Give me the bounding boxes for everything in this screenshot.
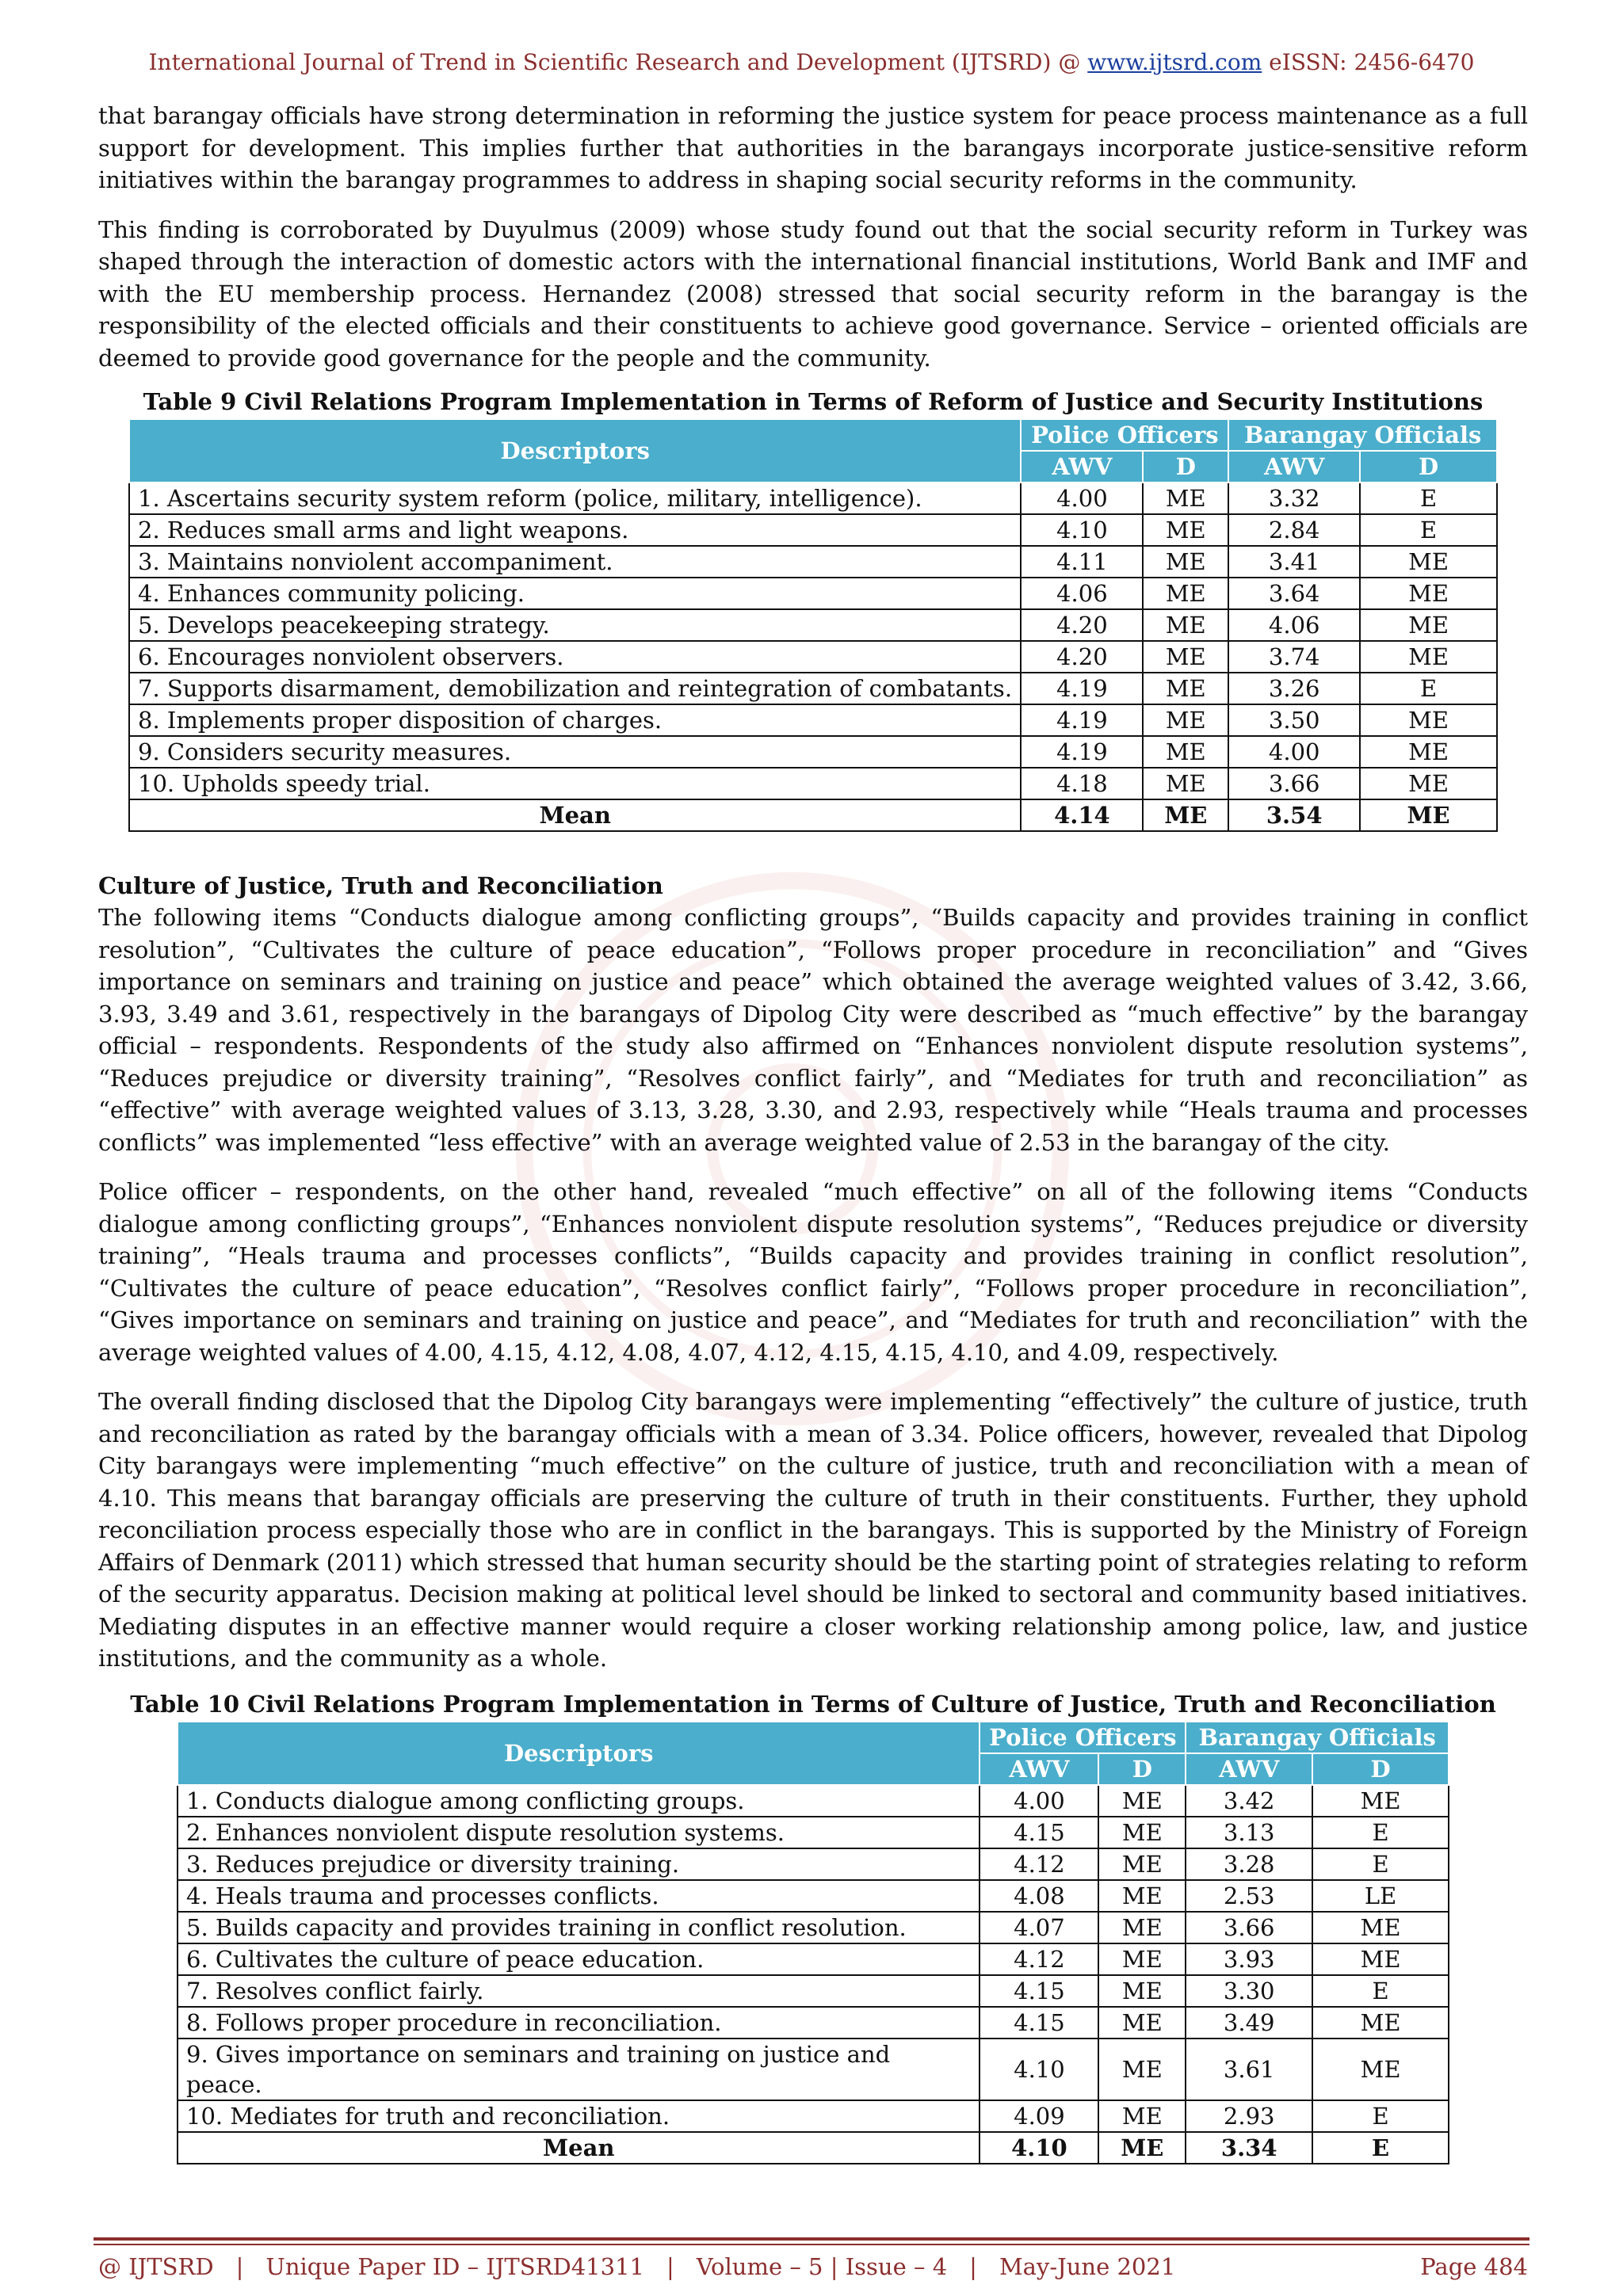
barangay-awv-mean: 3.34 bbox=[1186, 2132, 1312, 2164]
police-d-cell: ME bbox=[1098, 2100, 1186, 2132]
police-awv-mean: 4.14 bbox=[1021, 799, 1143, 831]
barangay-d-cell: E bbox=[1312, 2100, 1449, 2132]
descriptor-cell: 5. Develops peacekeeping strategy. bbox=[129, 609, 1021, 641]
descriptor-cell: 2. Reduces small arms and light weapons. bbox=[129, 514, 1021, 546]
police-awv-cell: 4.15 bbox=[980, 1975, 1098, 2007]
table-row bbox=[129, 673, 1497, 704]
barangay-d-cell: ME bbox=[1312, 1912, 1449, 1943]
barangay-awv-cell: 3.61 bbox=[1186, 2039, 1312, 2100]
header-barangay-officials: Barangay Officials bbox=[1186, 1722, 1449, 1753]
police-d-cell: ME bbox=[1098, 1975, 1186, 2007]
descriptor-cell: 6. Encourages nonviolent observers. bbox=[129, 641, 1021, 673]
police-d-cell: ME bbox=[1143, 736, 1228, 768]
descriptor-cell: 1. Conducts dialogue among conflicting groups. bbox=[178, 1785, 980, 1817]
barangay-awv-cell: 3.42 bbox=[1186, 1785, 1312, 1817]
police-awv-cell: 4.10 bbox=[980, 2039, 1098, 2100]
table-mean-row bbox=[129, 799, 1497, 831]
police-awv-cell: 4.19 bbox=[1021, 736, 1143, 768]
barangay-d-cell: ME bbox=[1360, 768, 1497, 799]
police-awv-cell: 4.00 bbox=[980, 1785, 1098, 1817]
police-d-cell: ME bbox=[1143, 768, 1228, 799]
barangay-awv-cell: 4.00 bbox=[1228, 736, 1360, 768]
police-d-cell: ME bbox=[1143, 546, 1228, 578]
header-d: D bbox=[1360, 451, 1497, 482]
descriptor-cell: 7. Resolves conflict fairly. bbox=[178, 1975, 980, 2007]
footer-separator: | bbox=[666, 2253, 674, 2280]
barangay-d-cell: E bbox=[1360, 673, 1497, 704]
police-d-cell: ME bbox=[1143, 578, 1228, 609]
header-descriptors: Descriptors bbox=[129, 419, 1021, 482]
mean-label: Mean bbox=[129, 799, 1021, 831]
table-row bbox=[129, 768, 1497, 799]
mean-label: Mean bbox=[178, 2132, 980, 2164]
police-d-cell: ME bbox=[1098, 1817, 1186, 1848]
header-awv: AWV bbox=[1021, 451, 1143, 482]
table9-block bbox=[98, 387, 1528, 832]
police-awv-cell: 4.08 bbox=[980, 1880, 1098, 1912]
table-row bbox=[129, 546, 1497, 578]
table-row bbox=[178, 1975, 1449, 2007]
footer-divider bbox=[94, 2237, 1529, 2241]
descriptor-cell: 9. Gives importance on seminars and training on justice and peace. bbox=[178, 2039, 980, 2100]
table-row bbox=[129, 514, 1497, 546]
barangay-d-cell: E bbox=[1312, 1848, 1449, 1880]
barangay-d-cell: ME bbox=[1360, 546, 1497, 578]
barangay-awv-cell: 2.93 bbox=[1186, 2100, 1312, 2132]
journal-issn: eISSN: 2456-6470 bbox=[1262, 49, 1475, 75]
footer-separator: | bbox=[969, 2253, 977, 2280]
barangay-d-cell: ME bbox=[1312, 2039, 1449, 2100]
barangay-awv-cell: 3.50 bbox=[1228, 704, 1360, 736]
police-d-cell: ME bbox=[1143, 609, 1228, 641]
table-row bbox=[178, 2100, 1449, 2132]
barangay-d-cell: E bbox=[1360, 514, 1497, 546]
barangay-awv-cell: 3.30 bbox=[1186, 1975, 1312, 2007]
table-row bbox=[178, 1817, 1449, 1848]
barangay-awv-cell: 3.41 bbox=[1228, 546, 1360, 578]
police-awv-cell: 4.07 bbox=[980, 1912, 1098, 1943]
footer-divider bbox=[94, 2244, 1529, 2245]
descriptor-cell: 2. Enhances nonviolent dispute resolution systems. bbox=[178, 1817, 980, 1848]
table-row bbox=[178, 2007, 1449, 2039]
middle-text-block bbox=[98, 870, 1528, 1692]
header-d: D bbox=[1143, 451, 1228, 482]
police-d-cell: ME bbox=[1098, 1848, 1186, 1880]
header-d: D bbox=[1312, 1753, 1449, 1785]
table-row bbox=[178, 1912, 1449, 1943]
police-d-cell: ME bbox=[1098, 2039, 1186, 2100]
table-row bbox=[129, 704, 1497, 736]
police-d-cell: ME bbox=[1098, 1785, 1186, 1817]
barangay-awv-cell: 3.26 bbox=[1228, 673, 1360, 704]
table-row bbox=[178, 1848, 1449, 1880]
barangay-awv-cell: 4.06 bbox=[1228, 609, 1360, 641]
footer-paper-id: Unique Paper ID – IJTSRD41311 bbox=[265, 2253, 644, 2280]
header-awv: AWV bbox=[1228, 451, 1360, 482]
police-awv-cell: 4.11 bbox=[1021, 546, 1143, 578]
descriptor-cell: 7. Supports disarmament, demobilization and reintegration of combatants. bbox=[129, 673, 1021, 704]
table-row bbox=[129, 609, 1497, 641]
barangay-d-cell: ME bbox=[1360, 704, 1497, 736]
barangay-awv-cell: 3.64 bbox=[1228, 578, 1360, 609]
barangay-awv-cell: 3.13 bbox=[1186, 1817, 1312, 1848]
header-police-officers: Police Officers bbox=[1021, 419, 1228, 451]
barangay-d-cell: E bbox=[1312, 1975, 1449, 2007]
table-row bbox=[178, 1785, 1449, 1817]
police-d-cell: ME bbox=[1143, 514, 1228, 546]
header-awv: AWV bbox=[1186, 1753, 1312, 1785]
body-paragraph: The following items “Conducts dialogue among conflicting groups”, “Builds capacity and provides training in conflict resolution”, “Cultivates the culture of peace education”, “Follows proper procedure in reconciliation” and “Gives importance on seminars and training on justice and peace” which obtained the average weighted values of 3.42, 3.66, 3.93, 3.49 and 3.61, respectively in the barangays of Dipolog City were described as “much effective” by the barangay official – respondents. Respondents of the study also affirmed on “Enhances nonviolent dispute resolution systems”, “Reduces prejudice or diversity training”, “Resolves conflict fairly”, and “Mediates for truth and reconciliation” as “effective” with average weighted values of 3.13, 3.28, 3.30, and 2.93, respectively while “Heals trauma and processes conflicts” was implemented “less effective” with an average weighted value of 2.53 in the barangay of the city. bbox=[98, 904, 1528, 1156]
table10-block bbox=[98, 1689, 1528, 2164]
barangay-awv-cell: 3.74 bbox=[1228, 641, 1360, 673]
barangay-d-cell: E bbox=[1312, 1817, 1449, 1848]
police-awv-mean: 4.10 bbox=[980, 2132, 1098, 2164]
barangay-d-cell: ME bbox=[1312, 1943, 1449, 1975]
footer-volume: Volume – 5 | Issue – 4 bbox=[696, 2253, 948, 2280]
descriptor-cell: 4. Enhances community policing. bbox=[129, 578, 1021, 609]
descriptor-cell: 3. Reduces prejudice or diversity training. bbox=[178, 1848, 980, 1880]
journal-website-link[interactable]: www.ijtsrd.com bbox=[1087, 49, 1262, 75]
barangay-d-cell: LE bbox=[1312, 1880, 1449, 1912]
body-paragraph: Police officer – respondents, on the other hand, revealed “much effective” on all of the following items “Conducts dialogue among conflicting groups”, “Enhances nonviolent dispute resolution systems”, “Reduces prejudice or diversity training”, “Heals trauma and processes conflicts”, “Builds capacity and provides training in conflict resolution”, “Cultivates the culture of peace education”, “Resolves conflict fairly”, “Follows proper procedure in reconciliation”, “Gives importance on seminars and training on justice and peace”, and “Mediates for truth and reconciliation” with the average weighted values of 4.00, 4.15, 4.12, 4.08, 4.07, 4.12, 4.15, 4.15, 4.10, and 4.09, respectively. bbox=[98, 1178, 1528, 1366]
police-awv-cell: 4.15 bbox=[980, 1817, 1098, 1848]
barangay-d-mean: ME bbox=[1360, 799, 1497, 831]
barangay-awv-cell: 3.32 bbox=[1228, 482, 1360, 514]
table-row bbox=[178, 1943, 1449, 1975]
table-row bbox=[129, 641, 1497, 673]
police-awv-cell: 4.19 bbox=[1021, 673, 1143, 704]
header-barangay-officials: Barangay Officials bbox=[1228, 419, 1497, 451]
descriptor-cell: 1. Ascertains security system reform (police, military, intelligence). bbox=[129, 482, 1021, 514]
descriptor-cell: 10. Upholds speedy trial. bbox=[129, 768, 1021, 799]
barangay-d-cell: ME bbox=[1360, 736, 1497, 768]
barangay-awv-cell: 2.84 bbox=[1228, 514, 1360, 546]
body-paragraph: This finding is corroborated by Duyulmus (2009) whose study found out that the social security reform in Turkey was shaped through the interaction of domestic actors with the international financial institutions, World Bank and IMF and with the EU membership process. Hernandez (2008) stressed that social security reform in the barangay is the responsibility of the elected officials and their constituents to achieve good governance. Service – oriented officials are deemed to provide good governance for the people and the community. bbox=[98, 215, 1528, 372]
header-awv: AWV bbox=[980, 1753, 1098, 1785]
table-row bbox=[178, 1880, 1449, 1912]
barangay-awv-cell: 3.66 bbox=[1228, 768, 1360, 799]
police-d-mean: ME bbox=[1098, 2132, 1186, 2164]
header-d: D bbox=[1098, 1753, 1186, 1785]
header-police-officers: Police Officers bbox=[980, 1722, 1186, 1753]
police-d-cell: ME bbox=[1143, 482, 1228, 514]
police-d-cell: ME bbox=[1143, 673, 1228, 704]
table9 bbox=[128, 418, 1498, 832]
police-awv-cell: 4.12 bbox=[980, 1943, 1098, 1975]
police-d-mean: ME bbox=[1143, 799, 1228, 831]
journal-title: International Journal of Trend in Scientific Research and Development (IJTSRD) @ bbox=[148, 49, 1088, 75]
barangay-awv-cell: 3.93 bbox=[1186, 1943, 1312, 1975]
table10 bbox=[177, 1721, 1449, 2164]
police-d-cell: ME bbox=[1143, 641, 1228, 673]
descriptor-cell: 4. Heals trauma and processes conflicts. bbox=[178, 1880, 980, 1912]
table-row bbox=[178, 2039, 1449, 2100]
police-awv-cell: 4.09 bbox=[980, 2100, 1098, 2132]
descriptor-cell: 3. Maintains nonviolent accompaniment. bbox=[129, 546, 1021, 578]
table-row bbox=[129, 578, 1497, 609]
descriptor-cell: 8. Follows proper procedure in reconciliation. bbox=[178, 2007, 980, 2039]
police-awv-cell: 4.15 bbox=[980, 2007, 1098, 2039]
barangay-d-cell: E bbox=[1360, 482, 1497, 514]
footer-journal: @ IJTSRD bbox=[98, 2253, 214, 2280]
barangay-d-cell: ME bbox=[1360, 578, 1497, 609]
barangay-d-cell: ME bbox=[1360, 609, 1497, 641]
police-d-cell: ME bbox=[1098, 1880, 1186, 1912]
footer-page-number: Page 484 bbox=[1420, 2253, 1528, 2280]
police-awv-cell: 4.12 bbox=[980, 1848, 1098, 1880]
descriptor-cell: 9. Considers security measures. bbox=[129, 736, 1021, 768]
body-paragraph: that barangay officials have strong determination in reforming the justice system for peace process maintenance as a full support for development. This implies further that authorities in the barangays incorporate justice-sensitive reform initiatives within the barangay programmes to address in shaping social security reforms in the community. bbox=[98, 102, 1528, 193]
table-mean-row bbox=[178, 2132, 1449, 2164]
police-awv-cell: 4.20 bbox=[1021, 641, 1143, 673]
police-awv-cell: 4.18 bbox=[1021, 768, 1143, 799]
table-row bbox=[129, 482, 1497, 514]
header-descriptors: Descriptors bbox=[178, 1722, 980, 1785]
descriptor-cell: 5. Builds capacity and provides training in conflict resolution. bbox=[178, 1912, 980, 1943]
descriptor-cell: 8. Implements proper disposition of charges. bbox=[129, 704, 1021, 736]
table-row bbox=[129, 736, 1497, 768]
barangay-d-cell: ME bbox=[1312, 1785, 1449, 1817]
footer-separator: | bbox=[235, 2253, 244, 2280]
footer-date: May-June 2021 bbox=[999, 2253, 1176, 2280]
barangay-awv-cell: 2.53 bbox=[1186, 1880, 1312, 1912]
barangay-awv-cell: 3.49 bbox=[1186, 2007, 1312, 2039]
barangay-d-cell: ME bbox=[1360, 641, 1497, 673]
table10-caption: Table 10 Civil Relations Program Implementation in Terms of Culture of Justice, Truth and Reconciliation bbox=[130, 1691, 1496, 1718]
police-d-cell: ME bbox=[1098, 1912, 1186, 1943]
barangay-d-mean: E bbox=[1312, 2132, 1449, 2164]
police-awv-cell: 4.20 bbox=[1021, 609, 1143, 641]
police-d-cell: ME bbox=[1098, 1943, 1186, 1975]
body-paragraph: The overall finding disclosed that the Dipolog City barangays were implementing “effectively” the culture of justice, truth and reconciliation as rated by the barangay officials with a mean of 3.34. Police officers, however, revealed that Dipolog City barangays were implementing “much effective” on the culture of justice, truth and reconciliation with a mean of 4.10. This means that barangay officials are preserving the culture of truth in their constituents. Further, they uphold reconciliation process especially those who are in conflict in the barangays. This is supported by the Ministry of Foreign Affairs of Denmark (2011) which stressed that human security should be the starting point of strategies relating to reform of the security apparatus. Decision making at political level should be linked to sectoral and community based initiatives. Mediating disputes in an effective manner would require a closer working relationship among police, law, and justice institutions, and the community as a whole. bbox=[98, 1388, 1528, 1672]
top-text-block bbox=[98, 100, 1528, 391]
descriptor-cell: 6. Cultivates the culture of peace education. bbox=[178, 1943, 980, 1975]
barangay-awv-mean: 3.54 bbox=[1228, 799, 1360, 831]
descriptor-cell: 10. Mediates for truth and reconciliation. bbox=[178, 2100, 980, 2132]
barangay-awv-cell: 3.66 bbox=[1186, 1912, 1312, 1943]
barangay-awv-cell: 3.28 bbox=[1186, 1848, 1312, 1880]
barangay-d-cell: ME bbox=[1312, 2007, 1449, 2039]
section-heading: Culture of Justice, Truth and Reconciliation bbox=[98, 872, 663, 899]
police-awv-cell: 4.10 bbox=[1021, 514, 1143, 546]
police-d-cell: ME bbox=[1143, 704, 1228, 736]
police-awv-cell: 4.06 bbox=[1021, 578, 1143, 609]
table9-caption: Table 9 Civil Relations Program Implementation in Terms of Reform of Justice and Security Institutions bbox=[143, 388, 1484, 415]
journal-header bbox=[0, 49, 1623, 75]
police-awv-cell: 4.19 bbox=[1021, 704, 1143, 736]
page-footer bbox=[98, 2253, 1528, 2280]
police-d-cell: ME bbox=[1098, 2007, 1186, 2039]
police-awv-cell: 4.00 bbox=[1021, 482, 1143, 514]
